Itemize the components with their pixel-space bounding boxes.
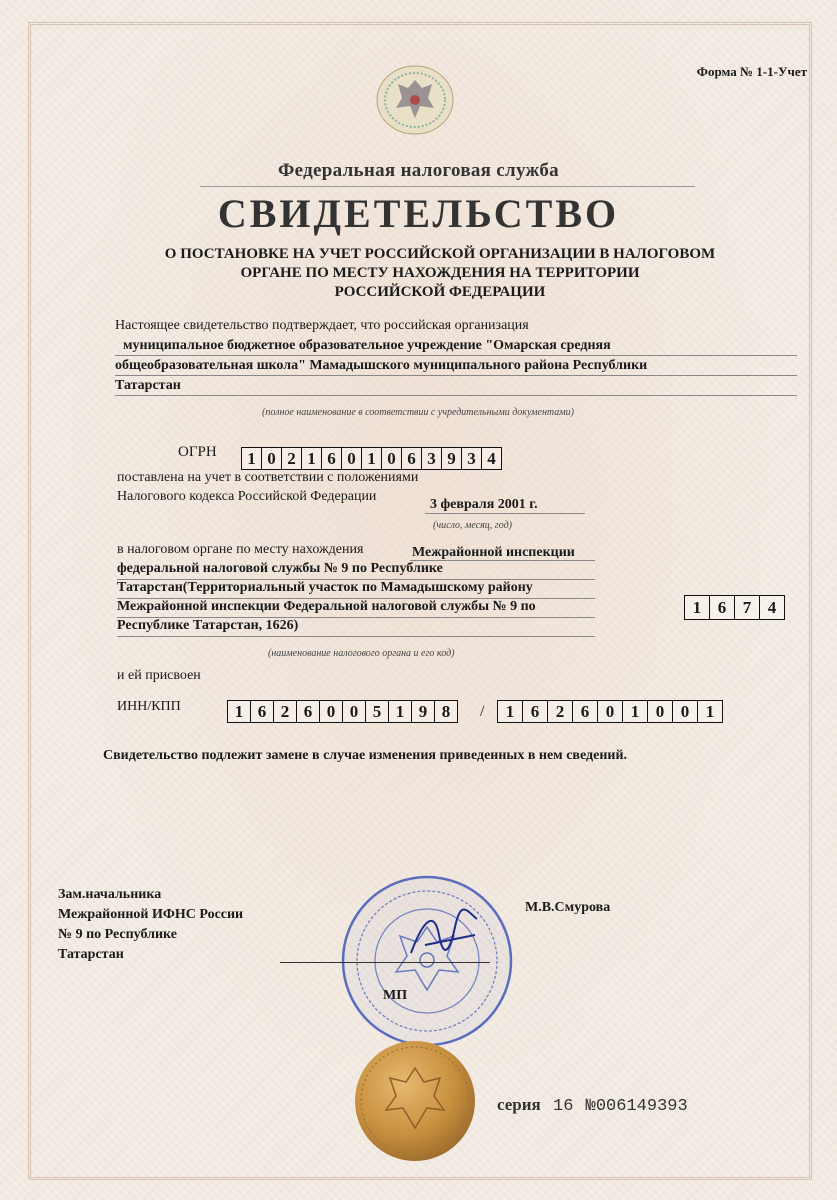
- org-name-line: муниципальное бюджетное образовательное учреждение "Омарская средняя: [123, 338, 611, 353]
- kpp-digit: 2: [547, 700, 573, 723]
- org-name-line: Татарстан: [115, 378, 181, 393]
- position-line: № 9 по Республике: [58, 927, 177, 942]
- agency-name: Федеральная налоговая служба: [278, 160, 559, 181]
- inn-digit: 1: [388, 700, 412, 723]
- kpp-digit: 6: [522, 700, 548, 723]
- signature-line: [280, 962, 490, 963]
- org-name-caption: (полное наименование в соответствии с учредительными документами): [262, 407, 574, 418]
- tax-office-name: Межрайонной инспекции: [412, 545, 575, 560]
- inn-digit: 9: [411, 700, 435, 723]
- ogrn-digit: 3: [461, 447, 482, 470]
- org-name-underline: [115, 355, 797, 356]
- stamp-place-label: МП: [383, 988, 408, 1003]
- org-name-underline: [115, 395, 797, 396]
- tax-code-digit: 6: [709, 595, 735, 620]
- emblem-icon: [372, 62, 458, 138]
- inn-digit: 8: [434, 700, 458, 723]
- serial-series: 16: [553, 1097, 574, 1116]
- ogrn-label: ОГРН: [178, 444, 217, 460]
- serial-label: серия: [497, 1095, 541, 1114]
- tax-code-digit: 7: [734, 595, 760, 620]
- document-subtitle: [130, 245, 750, 302]
- subtitle-line: О ПОСТАНОВКЕ НА УЧЕТ РОССИЙСКОЙ ОРГАНИЗАЦИИ В НАЛОГОВОМ: [164, 246, 716, 262]
- assigned-label: и ей присвоен: [117, 668, 201, 683]
- date-underline: [425, 513, 585, 514]
- tax-office-caption: (наименование налогового органа и его код): [268, 648, 455, 659]
- subtitle-line: ОРГАНЕ ПО МЕСТУ НАХОЖДЕНИЯ НА ТЕРРИТОРИИ: [240, 265, 640, 281]
- registration-line: Налогового кодекса Российской Федерации: [117, 489, 377, 504]
- kpp-digit: 1: [622, 700, 648, 723]
- inn-digit: 5: [365, 700, 389, 723]
- position-line: Межрайонной ИФНС России: [58, 907, 244, 922]
- ogrn-digit: 1: [361, 447, 382, 470]
- ogrn-digit: 0: [341, 447, 362, 470]
- inn-digit: 0: [319, 700, 343, 723]
- ogrn-digit: 4: [481, 447, 502, 470]
- tax-office-code: [684, 595, 785, 620]
- inn-digit: 6: [296, 700, 320, 723]
- registration-date: 3 февраля 2001 г.: [430, 497, 538, 512]
- kpp-digit: 0: [672, 700, 698, 723]
- tax-office-line: Межрайонной инспекции Федеральной налоговой службы № 9 по: [117, 599, 536, 614]
- kpp-digit: 1: [697, 700, 723, 723]
- tax-office-underline: [117, 579, 595, 580]
- kpp-digit: 6: [572, 700, 598, 723]
- registration-line: поставлена на учет в соответствии с положениями: [117, 470, 419, 485]
- position-line: Зам.начальника: [58, 887, 162, 902]
- tax-office-intro: в налоговом органе по месту нахождения: [117, 542, 364, 557]
- tax-office-line: Республике Татарстан, 1626): [117, 618, 299, 633]
- kpp-digit: 0: [647, 700, 673, 723]
- date-caption: (число, месяц, год): [433, 520, 512, 531]
- tax-code-digit: 4: [759, 595, 785, 620]
- ogrn-digit: 1: [241, 447, 262, 470]
- inn-digit: 2: [273, 700, 297, 723]
- ogrn-value: [241, 447, 502, 470]
- kpp-value: [497, 700, 723, 723]
- tax-office-underline: [117, 636, 595, 637]
- document-title: СВИДЕТЕЛЬСТВО: [217, 191, 620, 236]
- tax-office-underline: [410, 560, 595, 561]
- tax-office-underline: [117, 598, 595, 599]
- kpp-digit: 0: [597, 700, 623, 723]
- form-number: Форма № 1-1-Учет: [696, 64, 807, 79]
- inn-digit: 0: [342, 700, 366, 723]
- tax-office-line: Татарстан(Территориальный участок по Мамадышскому району: [117, 580, 533, 595]
- serial-value: №006149393: [585, 1097, 688, 1116]
- agency-underline: [200, 186, 695, 187]
- tax-office-underline: [117, 617, 595, 618]
- signatory-name: М.В.Смурова: [525, 900, 611, 915]
- ogrn-digit: 9: [441, 447, 462, 470]
- org-name-line: общеобразовательная школа" Мамадышского муниципального района Республики: [115, 358, 648, 373]
- replacement-note: Свидетельство подлежит замене в случае изменения приведенных в нем сведений.: [103, 748, 628, 763]
- gold-seal-icon: [352, 1038, 478, 1164]
- ogrn-digit: 6: [401, 447, 422, 470]
- org-name-underline: [115, 375, 797, 376]
- subtitle-line: РОССИЙСКОЙ ФЕДЕРАЦИИ: [334, 284, 546, 300]
- ogrn-digit: 1: [301, 447, 322, 470]
- confirmation-text: Настоящее свидетельство подтверждает, что российская организация: [115, 318, 529, 333]
- inn-kpp-label: ИНН/КПП: [117, 699, 181, 714]
- signatory-position: [58, 885, 243, 965]
- tax-office-line: федеральной налоговой службы № 9 по Республике: [117, 561, 443, 576]
- ogrn-digit: 2: [281, 447, 302, 470]
- ogrn-digit: 0: [261, 447, 282, 470]
- inn-kpp-separator: /: [480, 703, 485, 720]
- ogrn-digit: 3: [421, 447, 442, 470]
- kpp-digit: 1: [497, 700, 523, 723]
- signature-icon: [405, 905, 485, 965]
- position-line: Татарстан: [58, 947, 124, 962]
- tax-code-digit: 1: [684, 595, 710, 620]
- serial-number: [497, 1095, 688, 1116]
- inn-value: [227, 700, 458, 723]
- ogrn-digit: 0: [381, 447, 402, 470]
- tax-office-name: [117, 559, 536, 635]
- inn-digit: 6: [250, 700, 274, 723]
- organization-name: [115, 336, 805, 396]
- ogrn-digit: 6: [321, 447, 342, 470]
- inn-digit: 1: [227, 700, 251, 723]
